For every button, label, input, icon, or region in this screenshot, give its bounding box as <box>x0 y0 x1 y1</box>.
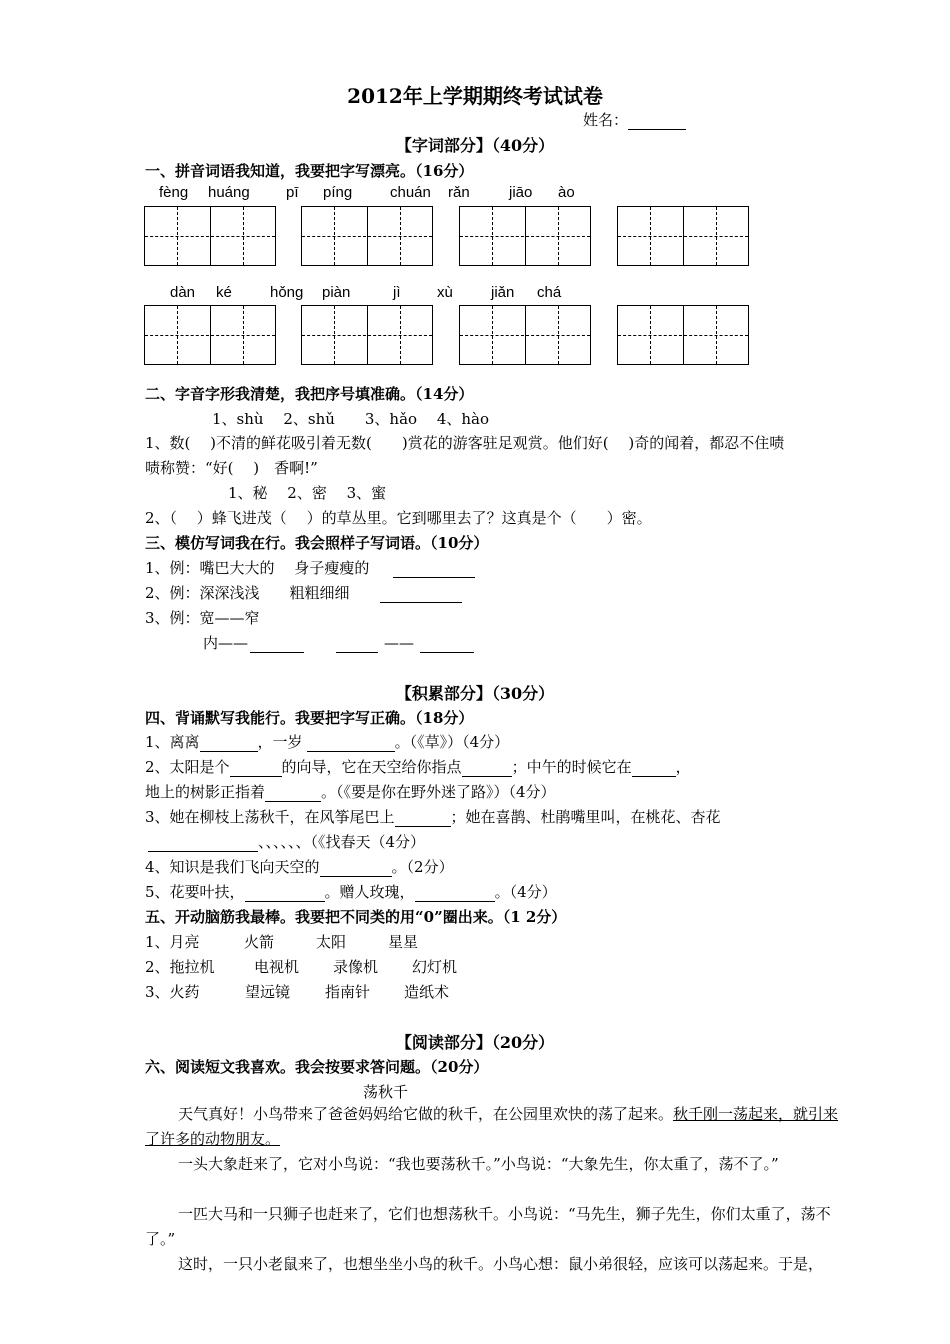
choice-item[interactable]: 造纸术 <box>404 983 450 1001</box>
text: ；中午的时候它在 <box>511 758 632 776</box>
text: 5、花要叶扶， <box>145 883 245 901</box>
page-title: 2012年上学期期终考试试卷 <box>347 84 603 108</box>
answer-blank[interactable] <box>230 762 282 777</box>
pinyin: huáng <box>208 184 250 201</box>
story-paragraph-3: 一匹大马和一只狮子也赶来了，它们也想荡秋千。小鸟说：“马先生，狮子先生，你们太重了，荡不了。” <box>145 1205 831 1248</box>
q3-example-1: 1、例：嘴巴大大的 身子瘦瘦的 <box>145 559 370 577</box>
choice-item[interactable]: 电视机 <box>254 958 300 976</box>
text: 2、太阳是个 <box>145 758 230 776</box>
answer-blank[interactable] <box>200 737 258 752</box>
q3-line-2 <box>145 582 462 603</box>
writing-grid[interactable] <box>617 305 749 365</box>
writing-grid[interactable] <box>459 305 591 365</box>
q2-options-2: 1、秘 2、密 3、蜜 <box>228 484 387 502</box>
answer-blank[interactable] <box>395 812 451 827</box>
story-paragraph-4: 这时，一只小老鼠来了，也想坐坐小鸟的秋千。小鸟心想：鼠小弟很轻，应该可以荡起来。于是， <box>178 1255 824 1273</box>
answer-blank[interactable] <box>632 762 676 777</box>
q4-line-2 <box>145 756 691 777</box>
section-jilei: 【积累部分】（30分） <box>395 684 555 703</box>
q4-line-1 <box>145 731 509 752</box>
answer-blank[interactable] <box>415 887 495 902</box>
answer-blank[interactable] <box>265 787 321 802</box>
writing-grid[interactable] <box>617 206 749 266</box>
text: ，一岁 <box>257 733 303 751</box>
answer-blank[interactable] <box>148 837 258 852</box>
q5-heading: 五、开动脑筋我最棒。我要把不同类的用“0”圈出来。（1 2分） <box>145 908 567 926</box>
pinyin: pī <box>286 184 299 201</box>
choice-item[interactable]: 太阳 <box>316 933 347 951</box>
name-field[interactable] <box>583 109 686 130</box>
answer-blank[interactable] <box>307 737 395 752</box>
writing-grid[interactable] <box>459 206 591 266</box>
pinyin: fèng <box>159 184 189 201</box>
answer-blank[interactable] <box>380 588 462 603</box>
q4-heading: 四、背诵默写我能行。我要把字写正确。（18分） <box>145 709 474 727</box>
answer-blank[interactable] <box>245 887 325 902</box>
choice-item[interactable]: 星星 <box>388 933 419 951</box>
writing-grid[interactable] <box>144 206 276 266</box>
name-blank[interactable] <box>628 115 686 130</box>
text: 4、知识是我们飞向天空的 <box>145 858 320 876</box>
writing-grid[interactable] <box>144 305 276 365</box>
text: 。（《要是你在野外迷了路》）（4分） <box>321 783 556 801</box>
pinyin: chuán <box>390 184 431 201</box>
choice-item[interactable]: 3、火药 <box>145 983 200 1001</box>
text: 。赠人玫瑰， <box>324 883 415 901</box>
q2-line-2: 啧称赞：“好( ) 香啊!” <box>145 459 318 477</box>
section-ciyu: 【字词部分】（40分） <box>395 136 555 155</box>
choice-item[interactable]: 指南针 <box>325 983 371 1001</box>
text: 。（4分） <box>494 883 557 901</box>
q2-options-1: 1、shù 2、shǔ 3、hǎo 4、hào <box>212 410 490 428</box>
story-title: 荡秋千 <box>363 1083 409 1101</box>
text: 3、她在柳枝上荡秋千，在风筝尾巴上 <box>145 808 395 826</box>
q4-line-6 <box>145 856 454 877</box>
q6-heading: 六、阅读短文我喜欢。我会按要求答问题。（20分） <box>145 1058 489 1076</box>
text: 、、、、、、（《找春天（4分） <box>258 833 426 851</box>
q2-heading: 二、字音字形我清楚，我把序号填准确。（14分） <box>145 385 474 403</box>
section-yuedu: 【阅读部分】（20分） <box>395 1033 555 1052</box>
q3-dash: —— <box>384 634 415 652</box>
answer-blank[interactable] <box>336 638 378 653</box>
text: 地上的树影正指着 <box>145 783 266 801</box>
choice-item[interactable]: 幻灯机 <box>412 958 458 976</box>
answer-blank[interactable] <box>462 762 512 777</box>
q3-line-4 <box>203 632 474 653</box>
text: 。（《草》）（4分） <box>394 733 510 751</box>
pinyin: rǎn <box>448 184 470 201</box>
pinyin: dàn <box>170 284 196 301</box>
choice-item[interactable]: 望远镜 <box>245 983 291 1001</box>
q2-line-3: 2、（ ）蜂飞进茂（ ）的草丛里。它到哪里去了？这真是个（ ）密。 <box>145 509 652 527</box>
q4-line-7 <box>145 881 557 902</box>
q1-heading: 一、拼音词语我知道，我要把字写漂亮。（16分） <box>145 162 474 180</box>
pinyin: píng <box>323 184 353 201</box>
pinyin: xù <box>437 284 453 301</box>
text: 1、离离 <box>145 733 200 751</box>
text: ， <box>675 758 691 776</box>
writing-grid[interactable] <box>301 305 433 365</box>
answer-blank[interactable] <box>320 862 392 877</box>
text: 。（2分） <box>391 858 454 876</box>
q2-line-1: 1、数( )不清的鲜花吸引着无数( )赏花的游客驻足观赏。他们好( )奇的闻着，都忍不住啧 <box>145 434 785 452</box>
pinyin: jiāo <box>509 184 533 201</box>
pinyin: piàn <box>322 284 351 301</box>
pinyin: hǒng <box>270 284 304 301</box>
name-label: 姓名： <box>583 111 629 129</box>
answer-blank[interactable] <box>420 638 474 653</box>
story-paragraph-2: 一头大象赶来了，它对小鸟说：“我也要荡秋千。”小鸟说：“大象先生，你太重了，荡不了。” <box>178 1155 779 1173</box>
q3-example-2: 2、例：深深浅浅 粗粗细细 <box>145 584 350 602</box>
q4-line-5 <box>148 831 425 852</box>
choice-item[interactable]: 录像机 <box>333 958 379 976</box>
pinyin: ké <box>216 284 232 301</box>
choice-item[interactable]: 2、拖拉机 <box>145 958 215 976</box>
pinyin: chá <box>537 284 562 301</box>
choice-item[interactable]: 火箭 <box>244 933 275 951</box>
q3-prefix: 内—— <box>203 634 249 652</box>
underlined-sentence: 秋千刚一荡起来，就引来了许多的动物朋友。 <box>145 1105 839 1148</box>
pinyin: jì <box>393 284 401 301</box>
text: ；她在喜鹊、杜鹃嘴里叫，在桃花、杏花 <box>450 808 721 826</box>
text: 的向导，它在天空给你指点 <box>281 758 462 776</box>
answer-blank[interactable] <box>393 563 475 578</box>
text: 天气真好！小鸟带来了爸爸妈妈给它做的秋千，在公园里欢快的荡了起来。 <box>178 1105 674 1123</box>
pinyin: jiǎn <box>491 284 515 301</box>
q3-line-1 <box>145 557 475 578</box>
q3-heading: 三、模仿写词我在行。我会照样子写词语。（10分） <box>145 534 489 552</box>
q4-line-3 <box>145 781 556 802</box>
story-paragraph-1 <box>145 1102 850 1152</box>
writing-grid[interactable] <box>301 206 433 266</box>
q4-line-4 <box>145 806 721 827</box>
pinyin: ào <box>558 184 575 201</box>
q3-line-3: 3、例：宽——窄 <box>145 609 260 627</box>
choice-item[interactable]: 1、月亮 <box>145 933 200 951</box>
answer-blank[interactable] <box>250 638 304 653</box>
